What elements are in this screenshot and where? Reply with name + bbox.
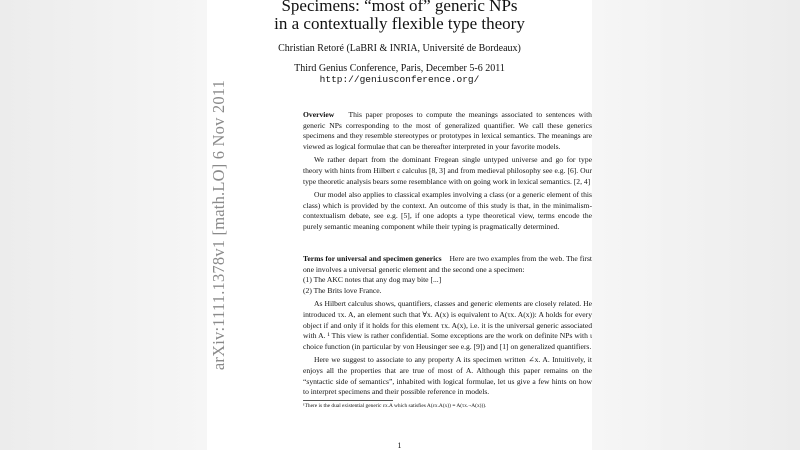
conference-url[interactable]: http://geniusconference.org/ <box>319 74 480 85</box>
document-page <box>207 0 592 450</box>
terms-section <box>303 254 592 398</box>
footnote-1: ¹There is the dual existential generic εx.A which satisfies A(εx.A(x)) ≡ A(τx.¬A(x))). <box>303 403 487 409</box>
overview-paragraph-1 <box>303 110 592 152</box>
paper-title-line1: Specimens: “most of” generic NPs <box>281 0 518 15</box>
viewer-background-right <box>592 0 800 450</box>
page-number: 1 <box>397 441 402 450</box>
terms-heading: Terms for universal and specimen generics <box>303 254 442 263</box>
footnote-rule <box>303 400 393 401</box>
arxiv-stamp-text: arXiv:1111.1378v1 [math.LO] 6 Nov 2011 <box>209 79 228 371</box>
overview-paragraph-2: We rather depart from the dominant Fregean single untyped universe and go for type theory with hints from Hilbert ε calculus [8, 3] and from medieval philosophy see e.g. [6]. Our type theoretic analysis bears some resemblance with on going work in lexical semantics. [2, 4] <box>303 155 592 186</box>
example-2: (2) The Brits love France. <box>303 285 382 295</box>
overview-heading: Overview <box>303 110 335 119</box>
terms-paragraph-2: As Hilbert calculus shows, quantifiers, classes and generic elements are closely related. He introduced τx. A, an element such that ∀x. A(x) is equivalent to A(τx. A(x)): A holds for every object if and only if it holds for this element τx. A(x), i.e. it is the universal generic associated with A. ¹ This view is rather confidential. Some exceptions are the work on definite NPs with ι choice function (in particular by von Heusinger see e.g. [9]) and [1] on generalized quantifiers. <box>303 299 592 351</box>
arxiv-stamp <box>207 79 228 371</box>
example-1: (1) The AKC notes that any dog may bite [...] <box>303 275 442 285</box>
overview-section <box>303 110 592 233</box>
overview-p1-text: This paper proposes to compute the meanings associated to sentences with generic NPs corresponding to the most of generalized quantifier. We call these generics specimens and they resemble stereotypes or prototypes in lexical semantics. The meanings are viewed as logical formulae that can be thereafter interpreted in your favorite models. <box>303 110 592 151</box>
paper-title-line2: in a contextually flexible type theory <box>274 14 525 33</box>
terms-p1-text: Here are two examples from the web. The first one involves a universal generic element and the second one a specimen: <box>303 254 592 274</box>
overview-paragraph-3: Our model also applies to classical examples involving a class (or a generic element of this class) which is provided by the context. An outcome of this study is that, in the minimalism-contextualism debate, see e.g. [5], if one adopts a type theoretical view, terms encode the purely semantic meaning component while their typing is pragmatically determined. <box>303 190 592 231</box>
conference-line: Third Genius Conference, Paris, December 5-6 2011 <box>294 63 505 74</box>
author-line: Christian Retoré (LaBRI & INRIA, Université de Bordeaux) <box>278 43 521 54</box>
terms-paragraph-1 <box>303 254 592 275</box>
viewer-background-left <box>0 0 207 450</box>
terms-paragraph-3: Here we suggest to associate to any property A its specimen written ∠x. A. Intuitively, it enjoys all the properties that are true of most of A. Although this paper remains on the “syntactic side of semantics”, inhabited with logical formulae, let us give a few hints on how to interpret specimens and their possible reference in models. <box>303 355 592 397</box>
